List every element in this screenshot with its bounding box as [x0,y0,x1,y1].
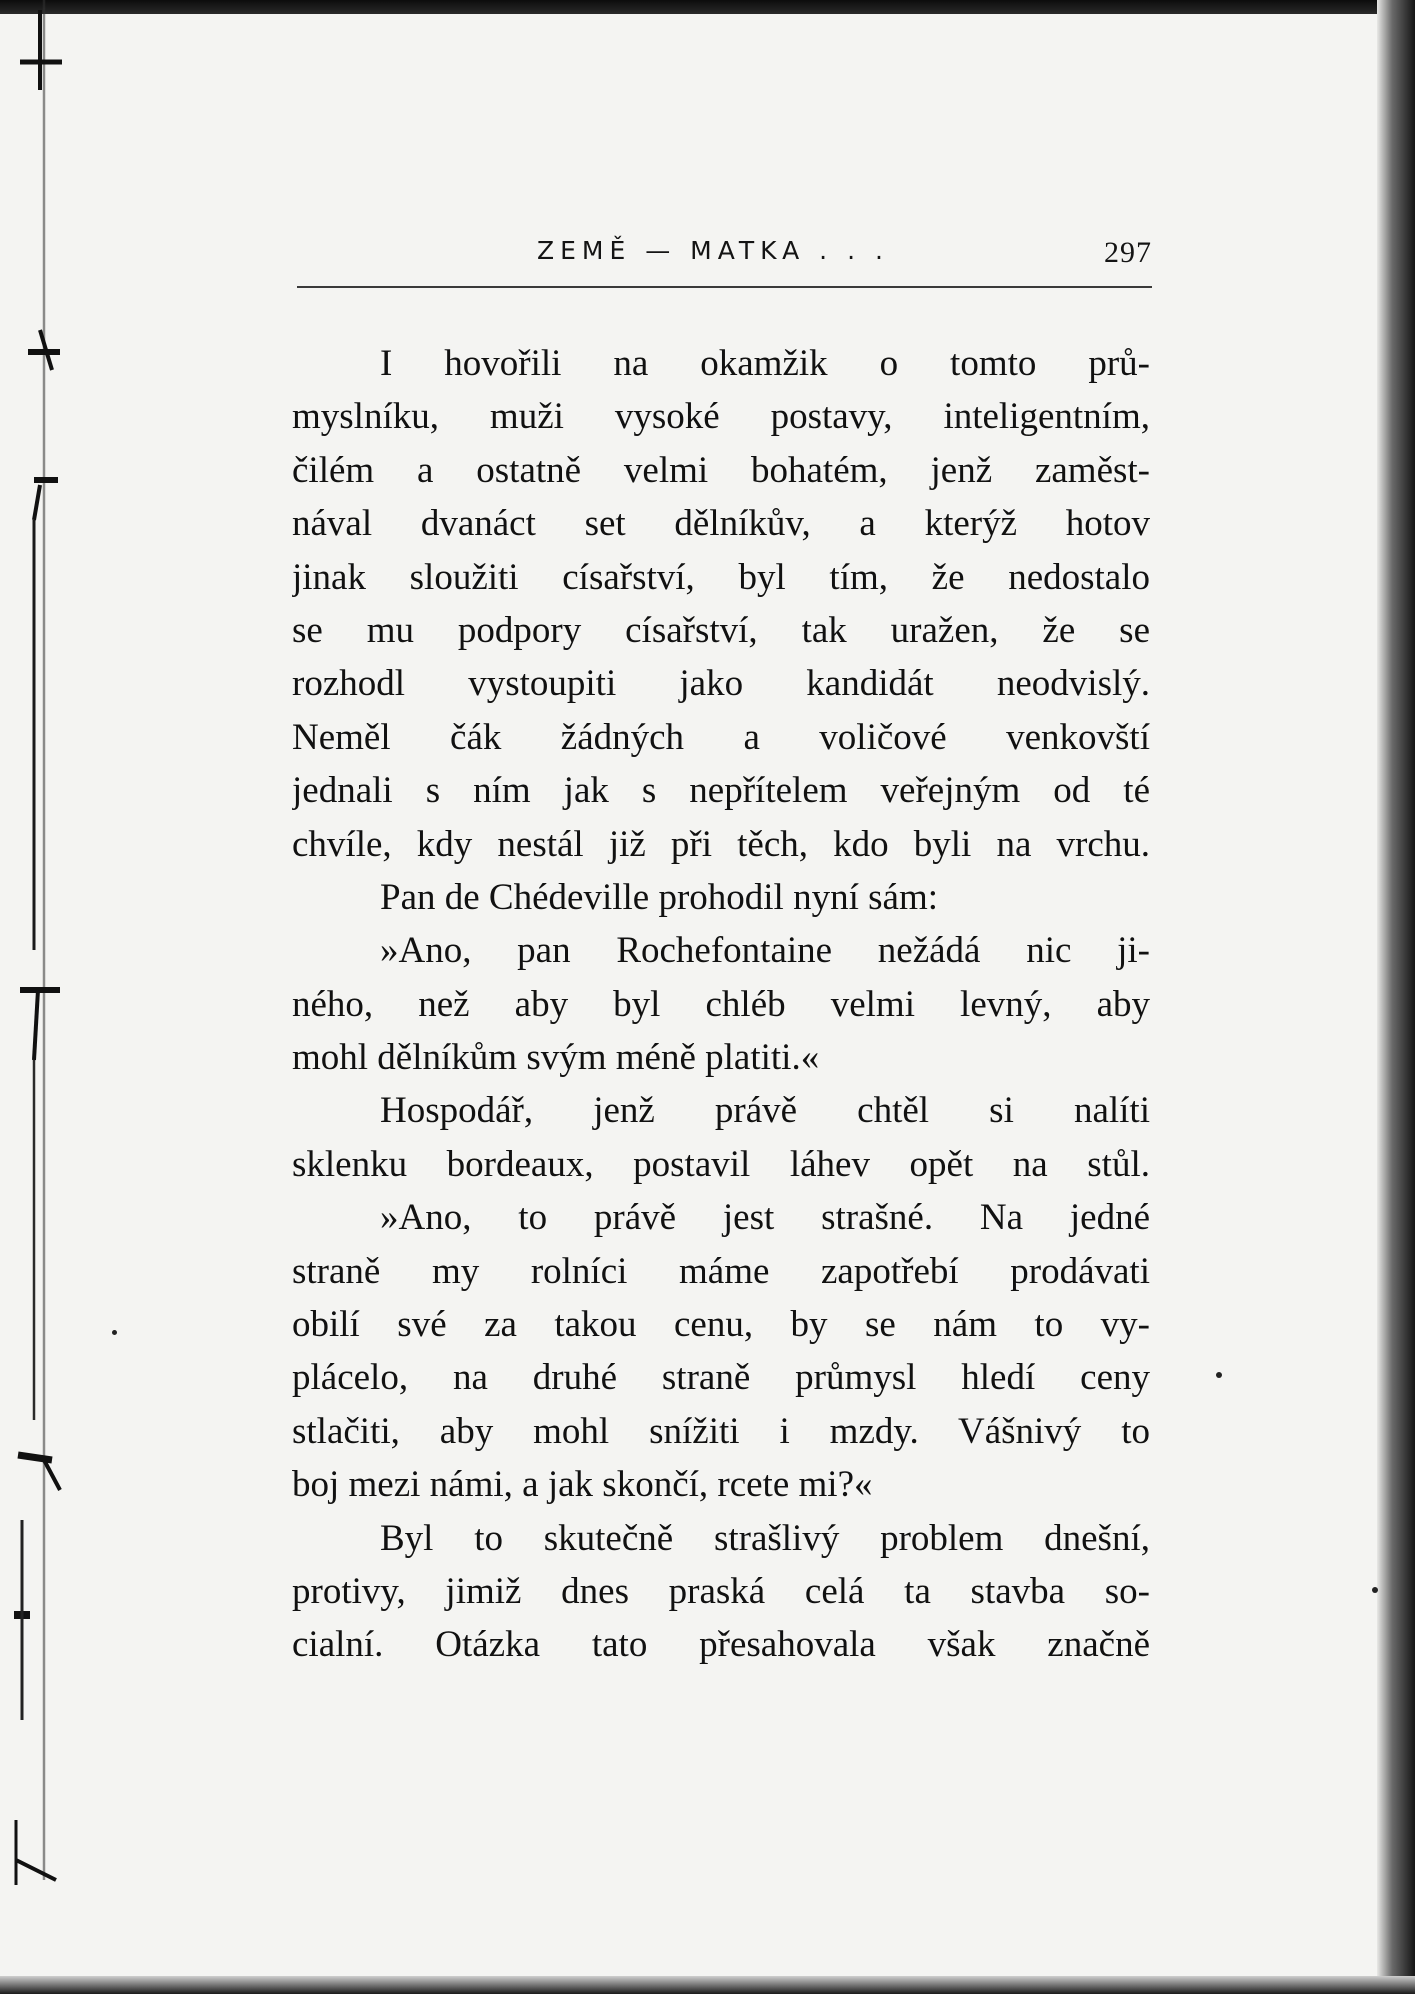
scan-edge-right [1377,0,1415,1994]
text-line: se mu podpory císařství, tak uražen, že se [292,609,1150,651]
text-line: Neměl čák žádných a voličové venkovští [292,716,1150,758]
scan-speck [112,1330,117,1335]
text-line: nával dvanáct set dělníkův, a kterýž hotov [292,503,1150,545]
page-number: 297 [1104,236,1152,269]
text-line: myslníku, muži vysoké postavy, inteligentním, [292,396,1150,438]
text-line: protivy, jimiž dnes praská celá ta stavba so- [292,1570,1150,1612]
scan-edge-top [0,0,1415,14]
scan-speck [1372,1587,1378,1593]
text-line: jinak sloužiti císařství, byl tím, že nedostalo [292,556,1150,598]
text-line: chvíle, kdy nestál již při těch, kdo byli na vrchu. [292,823,1150,865]
text-line: ného, než aby byl chléb velmi levný, aby [292,983,1150,1025]
text-line: sklenku bordeaux, postavil láhev opět na stůl. [292,1143,1150,1185]
text-line: mohl dělníkům svým méně platiti.« [292,1037,820,1079]
text-line: Byl to skutečně strašlivý problem dnešní, [380,1517,1150,1559]
body-text [292,337,1150,1672]
text-line: I hovořili na okamžik o tomto prů- [380,343,1150,384]
text-line: čilém a ostatně velmi bohatém, jenž zaměst- [292,449,1150,491]
text-line: plácelo, na druhé straně průmysl hledí ceny [292,1357,1150,1399]
text-line: »Ano, pan Rochefontaine nežádá nic ji- [380,930,1150,972]
header-rule [297,286,1152,288]
text-line: cialní. Otázka tato přesahovala však značně [292,1624,1150,1666]
binding-thread-marks [0,0,80,1994]
text-line: rozhodl vystoupiti jako kandidát neodvislý. [292,663,1150,705]
text-line: Pan de Chédeville prohodil nyní sám: [380,876,938,918]
text-line: obilí své za takou cenu, by se nám to vy- [292,1304,1150,1346]
scan-edge-bottom [0,1976,1415,1994]
scan-speck [1216,1372,1222,1378]
text-line: Hospodář, jenž právě chtěl si nalíti [380,1090,1150,1132]
running-title: ZEMĚ — MATKA . . . [537,236,889,265]
text-line: stlačiti, aby mohl snížiti i mzdy. Vášnivý to [292,1410,1150,1452]
text-line: straně my rolníci máme zapotřebí prodávati [292,1250,1150,1292]
text-line: boj mezi námi, a jak skončí, rcete mi?« [292,1464,873,1506]
page-header [297,228,1152,288]
text-line: »Ano, to právě jest strašné. Na jedné [380,1197,1150,1239]
text-line: jednali s ním jak s nepřítelem veřejným od té [292,770,1150,812]
